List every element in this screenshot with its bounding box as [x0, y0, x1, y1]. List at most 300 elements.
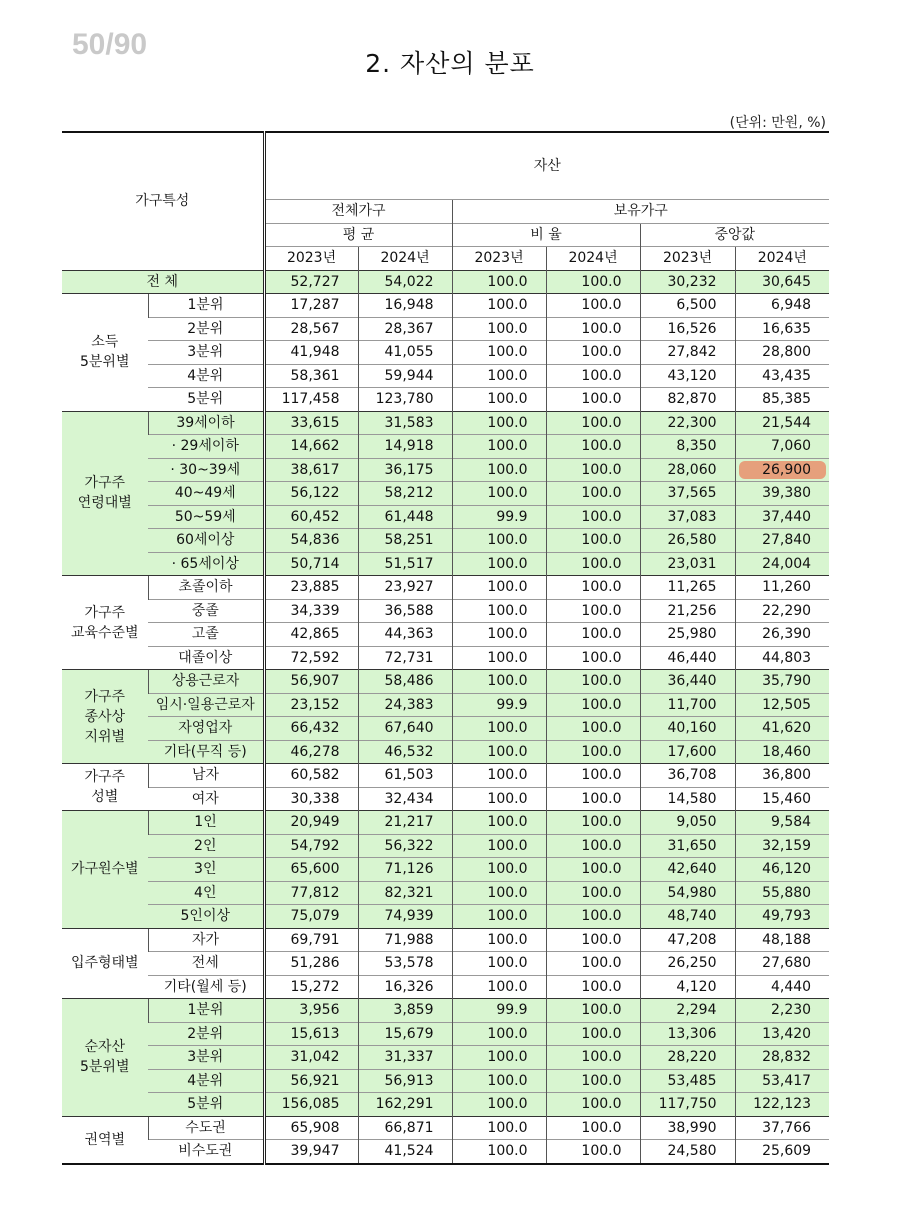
group-label: 권역별	[62, 1116, 148, 1164]
table-cell: 123,780	[358, 388, 452, 412]
table-cell: 53,578	[358, 952, 452, 976]
row-label: 초졸이하	[148, 576, 264, 600]
table-cell: 100.0	[546, 1022, 640, 1046]
row-label: 50~59세	[148, 505, 264, 529]
table-cell: 55,880	[735, 881, 829, 905]
table-cell: 100.0	[452, 928, 546, 952]
table-cell: 27,680	[735, 952, 829, 976]
table-cell: 100.0	[546, 858, 640, 882]
table-cell: 47,208	[640, 928, 735, 952]
table-cell: 54,022	[358, 270, 452, 294]
table-cell: 38,617	[264, 458, 358, 482]
row-label: 남자	[148, 764, 264, 788]
table-cell: 51,517	[358, 552, 452, 576]
row-label: 여자	[148, 787, 264, 811]
table-cell: 100.0	[546, 811, 640, 835]
table-cell: 100.0	[546, 1093, 640, 1117]
table-cell: 100.0	[546, 1069, 640, 1093]
table-cell: 100.0	[546, 341, 640, 365]
table-cell: 28,567	[264, 317, 358, 341]
table-cell: 56,921	[264, 1069, 358, 1093]
all-households-header: 전체가구	[264, 200, 452, 224]
table-cell: 3,859	[358, 999, 452, 1023]
table-row	[62, 341, 829, 365]
table-cell: 4,120	[640, 975, 735, 999]
table-row	[62, 1046, 829, 1070]
row-label: 기타(월세 등)	[148, 975, 264, 999]
table-cell: 54,980	[640, 881, 735, 905]
table-cell: 43,120	[640, 364, 735, 388]
table-cell: 156,085	[264, 1093, 358, 1117]
table-cell: 122,123	[735, 1093, 829, 1117]
row-label: · 65세이상	[148, 552, 264, 576]
row-label: 4인	[148, 881, 264, 905]
table-cell: 100.0	[546, 646, 640, 670]
table-cell: 18,460	[735, 740, 829, 764]
table-cell: 17,287	[264, 294, 358, 318]
table-cell: 100.0	[546, 670, 640, 694]
table-cell: 100.0	[452, 858, 546, 882]
table-cell: 53,485	[640, 1069, 735, 1093]
row-label: 비수도권	[148, 1140, 264, 1164]
table-cell: 39,380	[735, 482, 829, 506]
table-cell: 25,609	[735, 1140, 829, 1164]
year-header: 2023년	[640, 247, 735, 271]
table-row	[62, 740, 829, 764]
table-cell: 11,265	[640, 576, 735, 600]
table-cell: 2,294	[640, 999, 735, 1023]
table-cell: 100.0	[452, 552, 546, 576]
table-cell: 85,385	[735, 388, 829, 412]
table-cell: 100.0	[452, 1140, 546, 1164]
group-label: 가구주 성별	[62, 764, 148, 811]
row-label: 60세이상	[148, 529, 264, 553]
table-cell: 24,383	[358, 693, 452, 717]
table-cell: 37,766	[735, 1116, 829, 1140]
table-cell: 100.0	[452, 411, 546, 435]
table-row	[62, 529, 829, 553]
table-cell: 42,640	[640, 858, 735, 882]
table-row	[62, 1116, 829, 1140]
table-cell: 26,580	[640, 529, 735, 553]
table-cell: 100.0	[452, 1093, 546, 1117]
table-cell: 27,842	[640, 341, 735, 365]
year-header: 2024년	[546, 247, 640, 271]
table-cell: 41,524	[358, 1140, 452, 1164]
table-cell: 100.0	[546, 576, 640, 600]
table-cell: 100.0	[546, 1140, 640, 1164]
table-cell: 52,727	[264, 270, 358, 294]
table-row	[62, 435, 829, 459]
table-row	[62, 1093, 829, 1117]
table-cell: 58,361	[264, 364, 358, 388]
table-cell: 99.9	[452, 693, 546, 717]
table-cell: 27,840	[735, 529, 829, 553]
table-row	[62, 881, 829, 905]
table-cell: 6,948	[735, 294, 829, 318]
table-cell: 69,791	[264, 928, 358, 952]
table-cell: 100.0	[546, 599, 640, 623]
table-cell: 100.0	[452, 458, 546, 482]
table-cell: 11,700	[640, 693, 735, 717]
table-cell: 26,390	[735, 623, 829, 647]
table-cell: 67,640	[358, 717, 452, 741]
table-row	[62, 646, 829, 670]
table-cell: 99.9	[452, 505, 546, 529]
table-cell: 100.0	[452, 952, 546, 976]
table-cell: 100.0	[546, 834, 640, 858]
row-label: 40~49세	[148, 482, 264, 506]
table-cell: 11,260	[735, 576, 829, 600]
table-row	[62, 505, 829, 529]
table-row	[62, 811, 829, 835]
table-cell: 36,175	[358, 458, 452, 482]
table-row	[62, 905, 829, 929]
group-label: 가구주 연령대별	[62, 411, 148, 576]
row-label: 대졸이상	[148, 646, 264, 670]
row-label: 5분위	[148, 1093, 264, 1117]
table-cell: 25,980	[640, 623, 735, 647]
table-cell: 100.0	[546, 928, 640, 952]
table-cell: 21,256	[640, 599, 735, 623]
holding-households-header: 보유가구	[452, 200, 829, 224]
table-row	[62, 834, 829, 858]
row-label: 상용근로자	[148, 670, 264, 694]
row-label: 수도권	[148, 1116, 264, 1140]
table-cell: 44,803	[735, 646, 829, 670]
table-cell: 100.0	[452, 717, 546, 741]
table-cell: 30,645	[735, 270, 829, 294]
table-cell: 4,440	[735, 975, 829, 999]
table-cell: 100.0	[452, 1116, 546, 1140]
table-cell: 21,217	[358, 811, 452, 835]
table-cell: 100.0	[546, 552, 640, 576]
table-cell: 100.0	[452, 364, 546, 388]
table-cell: 28,367	[358, 317, 452, 341]
table-cell: 13,306	[640, 1022, 735, 1046]
table-cell: 100.0	[452, 646, 546, 670]
table-cell: 6,500	[640, 294, 735, 318]
table-row	[62, 764, 829, 788]
group-label: 가구원수별	[62, 811, 148, 929]
table-cell: 26,250	[640, 952, 735, 976]
table-cell: 22,300	[640, 411, 735, 435]
table-row	[62, 576, 829, 600]
table-cell: 14,662	[264, 435, 358, 459]
table-cell: 37,083	[640, 505, 735, 529]
table-cell: 28,800	[735, 341, 829, 365]
table-cell: 100.0	[452, 294, 546, 318]
table-row	[62, 458, 829, 482]
median-header: 중앙값	[640, 223, 829, 247]
table-cell: 31,583	[358, 411, 452, 435]
table-cell: 117,750	[640, 1093, 735, 1117]
unit-note: (단위: 만원, %)	[729, 115, 826, 131]
row-label: 3분위	[148, 341, 264, 365]
table-cell: 71,126	[358, 858, 452, 882]
row-label: 1분위	[148, 999, 264, 1023]
table-cell: 56,913	[358, 1069, 452, 1093]
table-row	[62, 482, 829, 506]
table-cell: 60,582	[264, 764, 358, 788]
table-cell: 36,800	[735, 764, 829, 788]
table-cell: 100.0	[546, 364, 640, 388]
table-row	[62, 1140, 829, 1164]
table-cell: 17,600	[640, 740, 735, 764]
table-cell: 51,286	[264, 952, 358, 976]
table-row	[62, 623, 829, 647]
table-row	[62, 317, 829, 341]
table-cell: 8,350	[640, 435, 735, 459]
table-cell: 20,949	[264, 811, 358, 835]
highlighted-cell	[735, 458, 829, 482]
table-cell: 32,434	[358, 787, 452, 811]
table-cell: 31,337	[358, 1046, 452, 1070]
row-label: 자영업자	[148, 717, 264, 741]
table-cell: 100.0	[546, 975, 640, 999]
table-cell: 100.0	[452, 740, 546, 764]
table-cell: 48,188	[735, 928, 829, 952]
table-cell: 28,060	[640, 458, 735, 482]
table-row	[62, 999, 829, 1023]
row-label: 기타(무직 등)	[148, 740, 264, 764]
table-row	[62, 717, 829, 741]
page-title: 2. 자산의 분포	[365, 49, 535, 78]
table-cell: 41,620	[735, 717, 829, 741]
table-cell: 100.0	[452, 834, 546, 858]
table-cell: 24,004	[735, 552, 829, 576]
table-cell: 100.0	[452, 270, 546, 294]
highlighted-value: 26,900	[762, 461, 812, 478]
table-cell: 100.0	[546, 270, 640, 294]
table-cell: 16,326	[358, 975, 452, 999]
group-label: 가구주 종사상 지위별	[62, 670, 148, 764]
row-label: 3분위	[148, 1046, 264, 1070]
table-cell: 38,990	[640, 1116, 735, 1140]
table-row	[62, 294, 829, 318]
table-cell: 65,600	[264, 858, 358, 882]
table-cell: 100.0	[546, 905, 640, 929]
row-label: 1분위	[148, 294, 264, 318]
table-cell: 7,060	[735, 435, 829, 459]
table-cell: 14,918	[358, 435, 452, 459]
table-cell: 66,432	[264, 717, 358, 741]
table-cell: 100.0	[546, 740, 640, 764]
table-cell: 66,871	[358, 1116, 452, 1140]
table-row	[62, 1069, 829, 1093]
table-cell: 100.0	[546, 505, 640, 529]
table-cell: 15,613	[264, 1022, 358, 1046]
table-cell: 13,420	[735, 1022, 829, 1046]
table-cell: 23,885	[264, 576, 358, 600]
row-label: 5인이상	[148, 905, 264, 929]
table-row	[62, 787, 829, 811]
table-cell: 100.0	[452, 576, 546, 600]
table-row	[62, 1022, 829, 1046]
group-label: 순자산 5분위별	[62, 999, 148, 1117]
table-cell: 31,650	[640, 834, 735, 858]
table-cell: 30,232	[640, 270, 735, 294]
table-cell: 9,050	[640, 811, 735, 835]
table-cell: 100.0	[546, 693, 640, 717]
table-cell: 42,865	[264, 623, 358, 647]
table-cell: 56,122	[264, 482, 358, 506]
table-cell: 162,291	[358, 1093, 452, 1117]
table-cell: 46,532	[358, 740, 452, 764]
table-cell: 100.0	[546, 787, 640, 811]
table-cell: 71,988	[358, 928, 452, 952]
table-cell: 56,907	[264, 670, 358, 694]
row-label: 39세이하	[148, 411, 264, 435]
table-cell: 100.0	[452, 764, 546, 788]
row-label: 전세	[148, 952, 264, 976]
row-label: 2인	[148, 834, 264, 858]
table-cell: 72,592	[264, 646, 358, 670]
row-label: 임시·일용근로자	[148, 693, 264, 717]
table-cell: 100.0	[452, 670, 546, 694]
row-label: 4분위	[148, 1069, 264, 1093]
row-label: 5분위	[148, 388, 264, 412]
table-cell: 40,160	[640, 717, 735, 741]
row-label: 1인	[148, 811, 264, 835]
table-cell: 61,448	[358, 505, 452, 529]
table-cell: 22,290	[735, 599, 829, 623]
row-label: · 29세이하	[148, 435, 264, 459]
table-cell: 100.0	[452, 811, 546, 835]
table-cell: 100.0	[546, 881, 640, 905]
table-cell: 65,908	[264, 1116, 358, 1140]
table-cell: 31,042	[264, 1046, 358, 1070]
row-label-header: 가구특성	[62, 132, 264, 270]
table-cell: 100.0	[452, 1022, 546, 1046]
table-cell: 99.9	[452, 999, 546, 1023]
table-cell: 100.0	[546, 623, 640, 647]
table-cell: 2,230	[735, 999, 829, 1023]
table-cell: 100.0	[452, 341, 546, 365]
table-cell: 24,580	[640, 1140, 735, 1164]
table-cell: 9,584	[735, 811, 829, 835]
table-cell: 100.0	[452, 905, 546, 929]
table-cell: 23,927	[358, 576, 452, 600]
table-cell: 36,440	[640, 670, 735, 694]
table-row	[62, 552, 829, 576]
table-cell: 12,505	[735, 693, 829, 717]
table-cell: 100.0	[546, 317, 640, 341]
table-cell: 14,580	[640, 787, 735, 811]
table-cell: 56,322	[358, 834, 452, 858]
table-cell: 100.0	[546, 717, 640, 741]
mean-header: 평 균	[264, 223, 452, 247]
table-cell: 35,790	[735, 670, 829, 694]
table-cell: 100.0	[546, 458, 640, 482]
table-cell: 48,740	[640, 905, 735, 929]
table-cell: 41,948	[264, 341, 358, 365]
table-cell: 58,486	[358, 670, 452, 694]
table-row	[62, 411, 829, 435]
table-row	[62, 388, 829, 412]
table-cell: 54,792	[264, 834, 358, 858]
table-row	[62, 599, 829, 623]
table-cell: 100.0	[452, 1046, 546, 1070]
table-cell: 100.0	[546, 388, 640, 412]
table-cell: 100.0	[546, 1116, 640, 1140]
page-counter: 50/90	[72, 28, 148, 61]
table-cell: 100.0	[546, 764, 640, 788]
table-cell: 100.0	[452, 623, 546, 647]
table-cell: 54,836	[264, 529, 358, 553]
group-label: 소득 5분위별	[62, 294, 148, 412]
table-cell: 30,338	[264, 787, 358, 811]
table-row	[62, 952, 829, 976]
table-cell: 15,460	[735, 787, 829, 811]
table-cell: 46,120	[735, 858, 829, 882]
table-cell: 72,731	[358, 646, 452, 670]
table-cell: 37,440	[735, 505, 829, 529]
table-cell: 100.0	[546, 482, 640, 506]
total-row	[62, 270, 829, 294]
table-cell: 34,339	[264, 599, 358, 623]
table-row	[62, 670, 829, 694]
table-cell: 41,055	[358, 341, 452, 365]
table-cell: 100.0	[452, 881, 546, 905]
table-cell: 43,435	[735, 364, 829, 388]
table-cell: 74,939	[358, 905, 452, 929]
group-header: 자산	[264, 132, 829, 200]
table-cell: 36,588	[358, 599, 452, 623]
table-cell: 16,635	[735, 317, 829, 341]
table-cell: 100.0	[452, 975, 546, 999]
table-cell: 82,321	[358, 881, 452, 905]
group-label: 입주형태별	[62, 928, 148, 999]
table-cell: 59,944	[358, 364, 452, 388]
table-cell: 100.0	[452, 482, 546, 506]
row-label: 3인	[148, 858, 264, 882]
table-cell: 61,503	[358, 764, 452, 788]
table-cell: 100.0	[452, 787, 546, 811]
table-cell: 100.0	[452, 529, 546, 553]
table-cell: 100.0	[546, 411, 640, 435]
group-label: 가구주 교육수준별	[62, 576, 148, 670]
table-cell: 58,212	[358, 482, 452, 506]
table-cell: 53,417	[735, 1069, 829, 1093]
asset-distribution-table	[62, 131, 829, 1165]
total-label: 전 체	[62, 270, 264, 294]
year-header: 2023년	[452, 247, 546, 271]
table-cell: 100.0	[546, 435, 640, 459]
table-cell: 50,714	[264, 552, 358, 576]
table-cell: 100.0	[452, 435, 546, 459]
row-label: 4분위	[148, 364, 264, 388]
table-cell: 44,363	[358, 623, 452, 647]
table-cell: 100.0	[546, 999, 640, 1023]
table-cell: 37,565	[640, 482, 735, 506]
row-label: 중졸	[148, 599, 264, 623]
table-row	[62, 693, 829, 717]
table-cell: 100.0	[452, 388, 546, 412]
table-cell: 15,679	[358, 1022, 452, 1046]
row-label: 2분위	[148, 317, 264, 341]
table-cell: 75,079	[264, 905, 358, 929]
table-row	[62, 928, 829, 952]
table-cell: 100.0	[546, 952, 640, 976]
table-cell: 23,031	[640, 552, 735, 576]
table-cell: 28,220	[640, 1046, 735, 1070]
row-label: · 30~39세	[148, 458, 264, 482]
year-header: 2024년	[735, 247, 829, 271]
row-label: 고졸	[148, 623, 264, 647]
table-cell: 100.0	[546, 529, 640, 553]
table-row	[62, 364, 829, 388]
